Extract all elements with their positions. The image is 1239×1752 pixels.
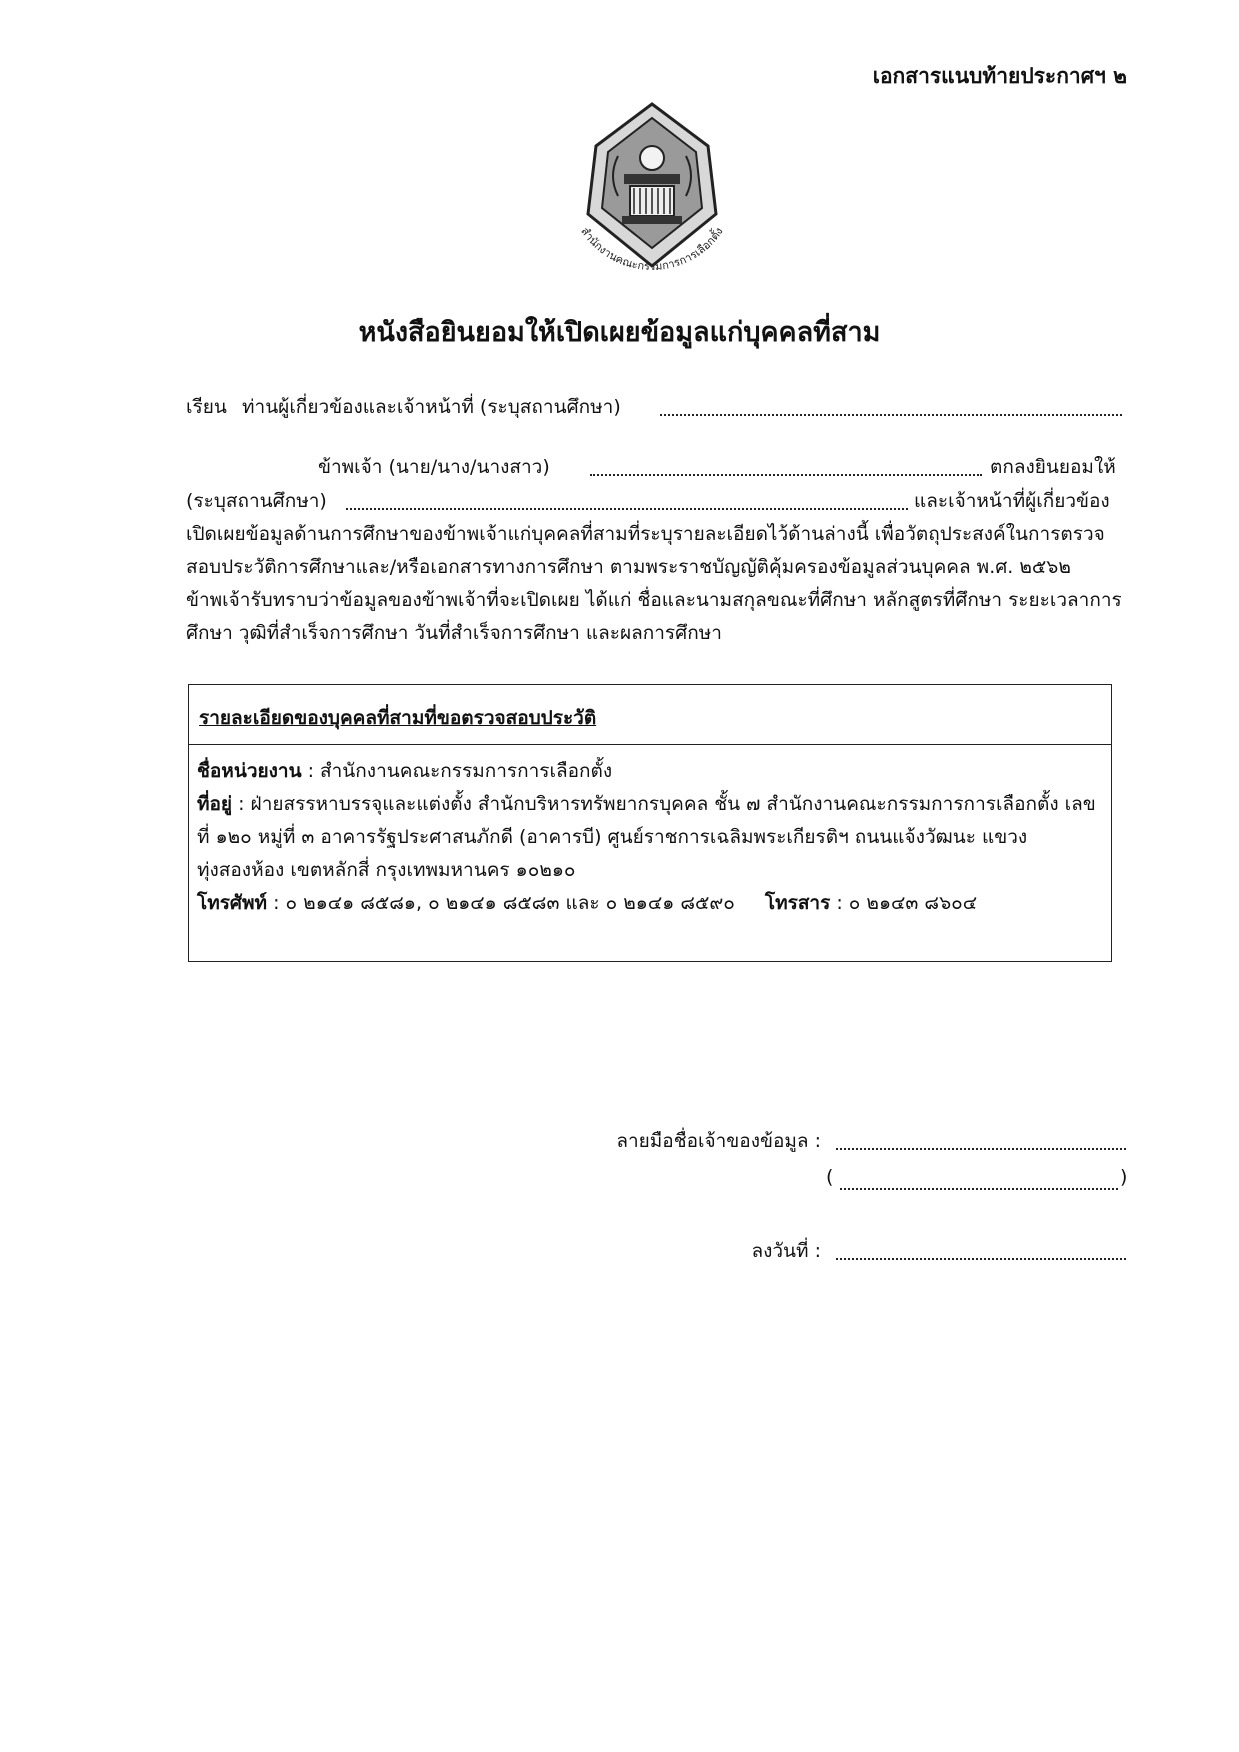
name-label: ข้าพเจ้า (นาย/นาง/นางสาว) xyxy=(318,456,550,478)
address-value: : ฝ่ายสรรหาบรรจุและแต่งตั้ง สำนักบริหารทรัพยากรบุคคล ชั้น ๗ สำนักงานคณะกรรมการการเลือกตั้ง เลขที่ ๑๒๐ หมู่ที่ ๓ อาคารรัฐประศาสนภักดี (อาคารบี) ศูนย์ราชการเฉลิมพระเกียรติฯ ถนนแจ้งวัฒนะ แขวงทุ่งสองห้อง เขตหลักสี่ กรุงเทพมหานคร ๑๐๒๑๐ xyxy=(197,793,1096,881)
agree-text: ตกลงยินยอมให้ xyxy=(990,456,1116,478)
phone-value: : ๐ ๒๑๔๑ ๘๕๘๑, ๐ ๒๑๔๑ ๘๕๘๓ และ ๐ ๒๑๔๑ ๘๕๙๐ xyxy=(267,892,735,914)
third-party-heading: รายละเอียดของบุคคลที่สามที่ขอตรวจสอบประวัติ xyxy=(189,685,1111,745)
address-row xyxy=(197,788,1103,887)
address-label: ที่อยู่ xyxy=(197,793,233,815)
signature-blank[interactable] xyxy=(836,1148,1126,1150)
name-blank[interactable] xyxy=(590,474,982,476)
contact-row xyxy=(197,887,1103,920)
fax-value: : ๐ ๒๑๔๓ ๘๖๐๔ xyxy=(830,892,978,914)
institution-label: (ระบุสถานศึกษา) xyxy=(186,490,327,512)
salutation-recipient: ท่านผู้เกี่ยวข้องและเจ้าหน้าที่ (ระบุสถานศึกษา) xyxy=(242,396,621,418)
close-paren: ) xyxy=(1120,1166,1128,1188)
agency-row xyxy=(197,755,1103,788)
phone-label: โทรศัพท์ xyxy=(197,892,268,914)
printed-name-blank[interactable] xyxy=(840,1188,1118,1190)
third-party-details xyxy=(189,745,1111,920)
salutation-label: เรียน xyxy=(186,396,227,418)
election-commission-seal xyxy=(558,96,746,284)
officials-text: และเจ้าหน้าที่ผู้เกี่ยวข้อง xyxy=(914,490,1110,512)
agency-value: : สำนักงานคณะกรรมการการเลือกตั้ง xyxy=(301,760,613,782)
date-blank[interactable] xyxy=(836,1258,1126,1260)
open-paren: ( xyxy=(826,1166,834,1188)
document-title: หนังสือยินยอมให้เปิดเผยข้อมูลแก่บุคคลที่สาม xyxy=(358,317,881,348)
agency-label: ชื่อหน่วยงาน xyxy=(197,760,302,782)
institution-blank-1[interactable] xyxy=(660,414,1122,416)
fax-label: โทรสาร xyxy=(764,892,831,914)
annex-label: เอกสารแนบท้ายประกาศฯ ๒ xyxy=(872,64,1127,88)
seal-text: สำนักงานคณะกรรมการการเลือกตั้ง xyxy=(578,224,726,274)
signature-label: ลายมือชื่อเจ้าของข้อมูล : xyxy=(616,1130,821,1152)
institution-blank-2[interactable] xyxy=(346,508,908,510)
third-party-box xyxy=(188,684,1112,962)
date-label: ลงวันที่ : xyxy=(751,1240,821,1262)
consent-paragraph: เปิดเผยข้อมูลด้านการศึกษาของข้าพเจ้าแก่บุคคลที่สามที่ระบุรายละเอียดไว้ด้านล่างนี้ เพื่อวัตถุประสงค์ในการตรวจสอบประวัติการศึกษาและ/หรือเอกสารทางการศึกษา ตามพระราชบัญญัติคุ้มครองข้อมูลส่วนบุคคล พ.ศ. ๒๕๖๒ ข้าพเจ้ารับทราบว่าข้อมูลของข้าพเจ้าที่จะเปิดเผย ได้แก่ ชื่อและนามสกุลขณะที่ศึกษา หลักสูตรที่ศึกษา ระยะเวลาการศึกษา วุฒิที่สำเร็จการศึกษา วันที่สำเร็จการศึกษา และผลการศึกษา xyxy=(186,523,1122,644)
